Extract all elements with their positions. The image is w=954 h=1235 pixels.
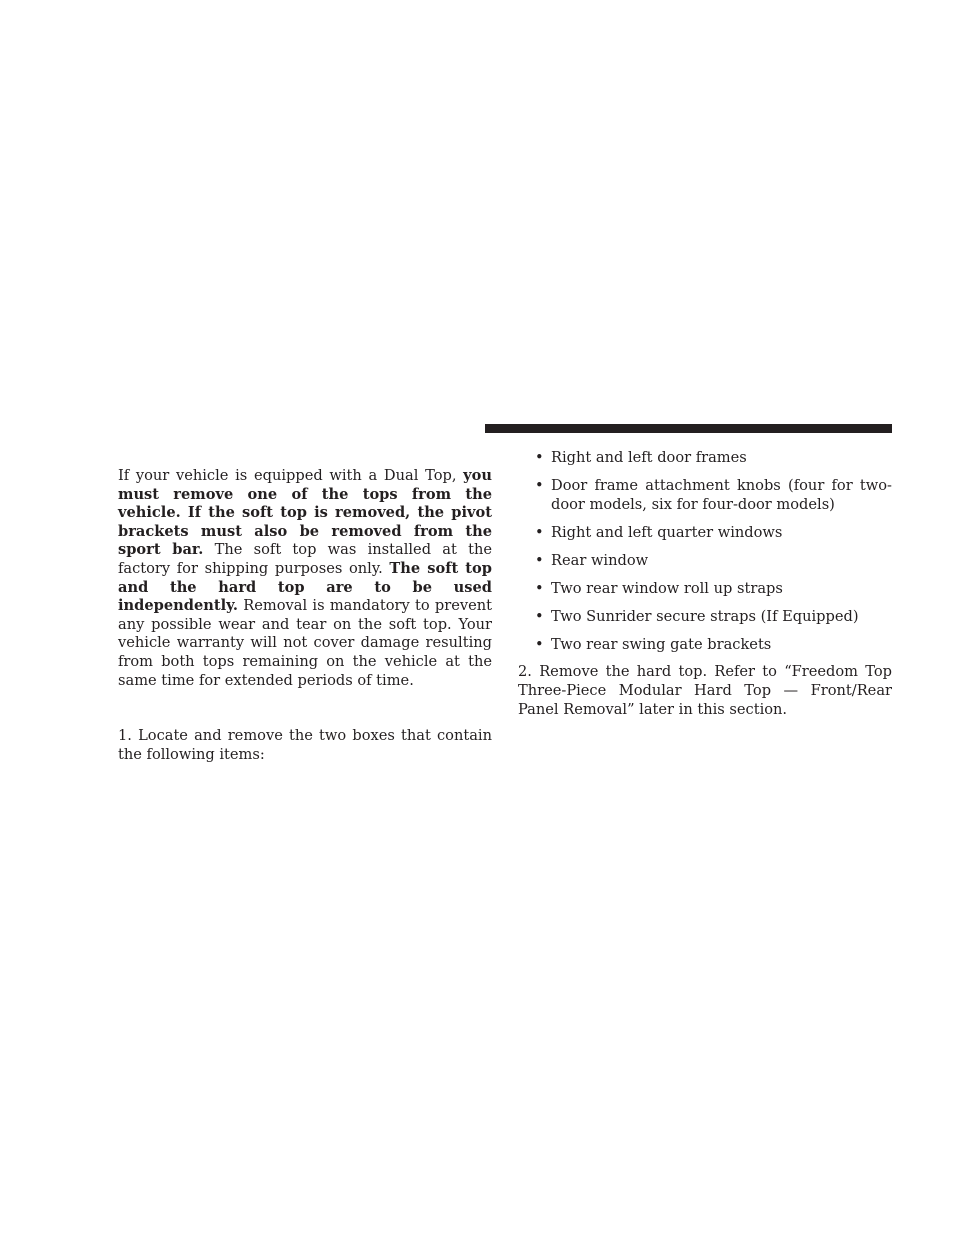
items-list (518, 449, 892, 654)
bullet-icon: • (535, 579, 544, 597)
list-item-text: Right and left door frames (551, 449, 747, 466)
list-item (518, 524, 892, 543)
dual-top-paragraph (118, 467, 492, 690)
list-item (518, 608, 892, 627)
list-item-text: Door frame attachment knobs (four for two-door models, six for four-door models) (551, 476, 892, 513)
intro-bold-1: you must remove one of the tops from the vehicle. If the soft top is removed, the pivot brackets must also be removed from the sport bar. (118, 467, 492, 559)
list-item (518, 449, 892, 468)
list-item-text: Two rear window roll up straps (551, 579, 783, 597)
list-item (518, 580, 892, 599)
list-item (518, 477, 892, 514)
intro-text-3: Removal is mandatory to prevent any possible wear and tear on the soft top. Your vehicle warranty will not cover damage resulting from both tops remaining on the vehicle at the same time for extended periods of time. (118, 597, 492, 689)
list-item-text: Two Sunrider secure straps (If Equipped) (551, 607, 859, 625)
list-item-text: Two rear swing gate brackets (551, 635, 772, 653)
list-item-text: Rear window (551, 551, 649, 569)
step-2-paragraph: 2. Remove the hard top. Refer to “Freedom Top Three-Piece Modular Hard Top — Front/Rear Panel Removal” later in this section. (518, 663, 892, 718)
left-column (118, 467, 492, 764)
bullet-icon: • (535, 607, 544, 625)
section-header-rule (485, 424, 892, 433)
bullet-icon: • (535, 476, 544, 494)
bullet-icon: • (535, 449, 544, 466)
step-1-paragraph: 1. Locate and remove the two boxes that contain the following items: (118, 727, 492, 763)
bullet-icon: • (535, 523, 544, 541)
list-item (518, 636, 892, 655)
list-item-text: Right and left quarter windows (551, 523, 783, 541)
bullet-icon: • (535, 551, 544, 569)
list-item (518, 552, 892, 571)
intro-text-2: The soft top was installed at the factory for shipping purposes only. (118, 541, 492, 577)
intro-text-1: If your vehicle is equipped with a Dual Top, (118, 467, 464, 484)
bullet-icon: • (535, 635, 544, 653)
intro-bold-2: The soft top and the hard top are to be used independently. (118, 559, 492, 615)
right-column (518, 449, 892, 719)
